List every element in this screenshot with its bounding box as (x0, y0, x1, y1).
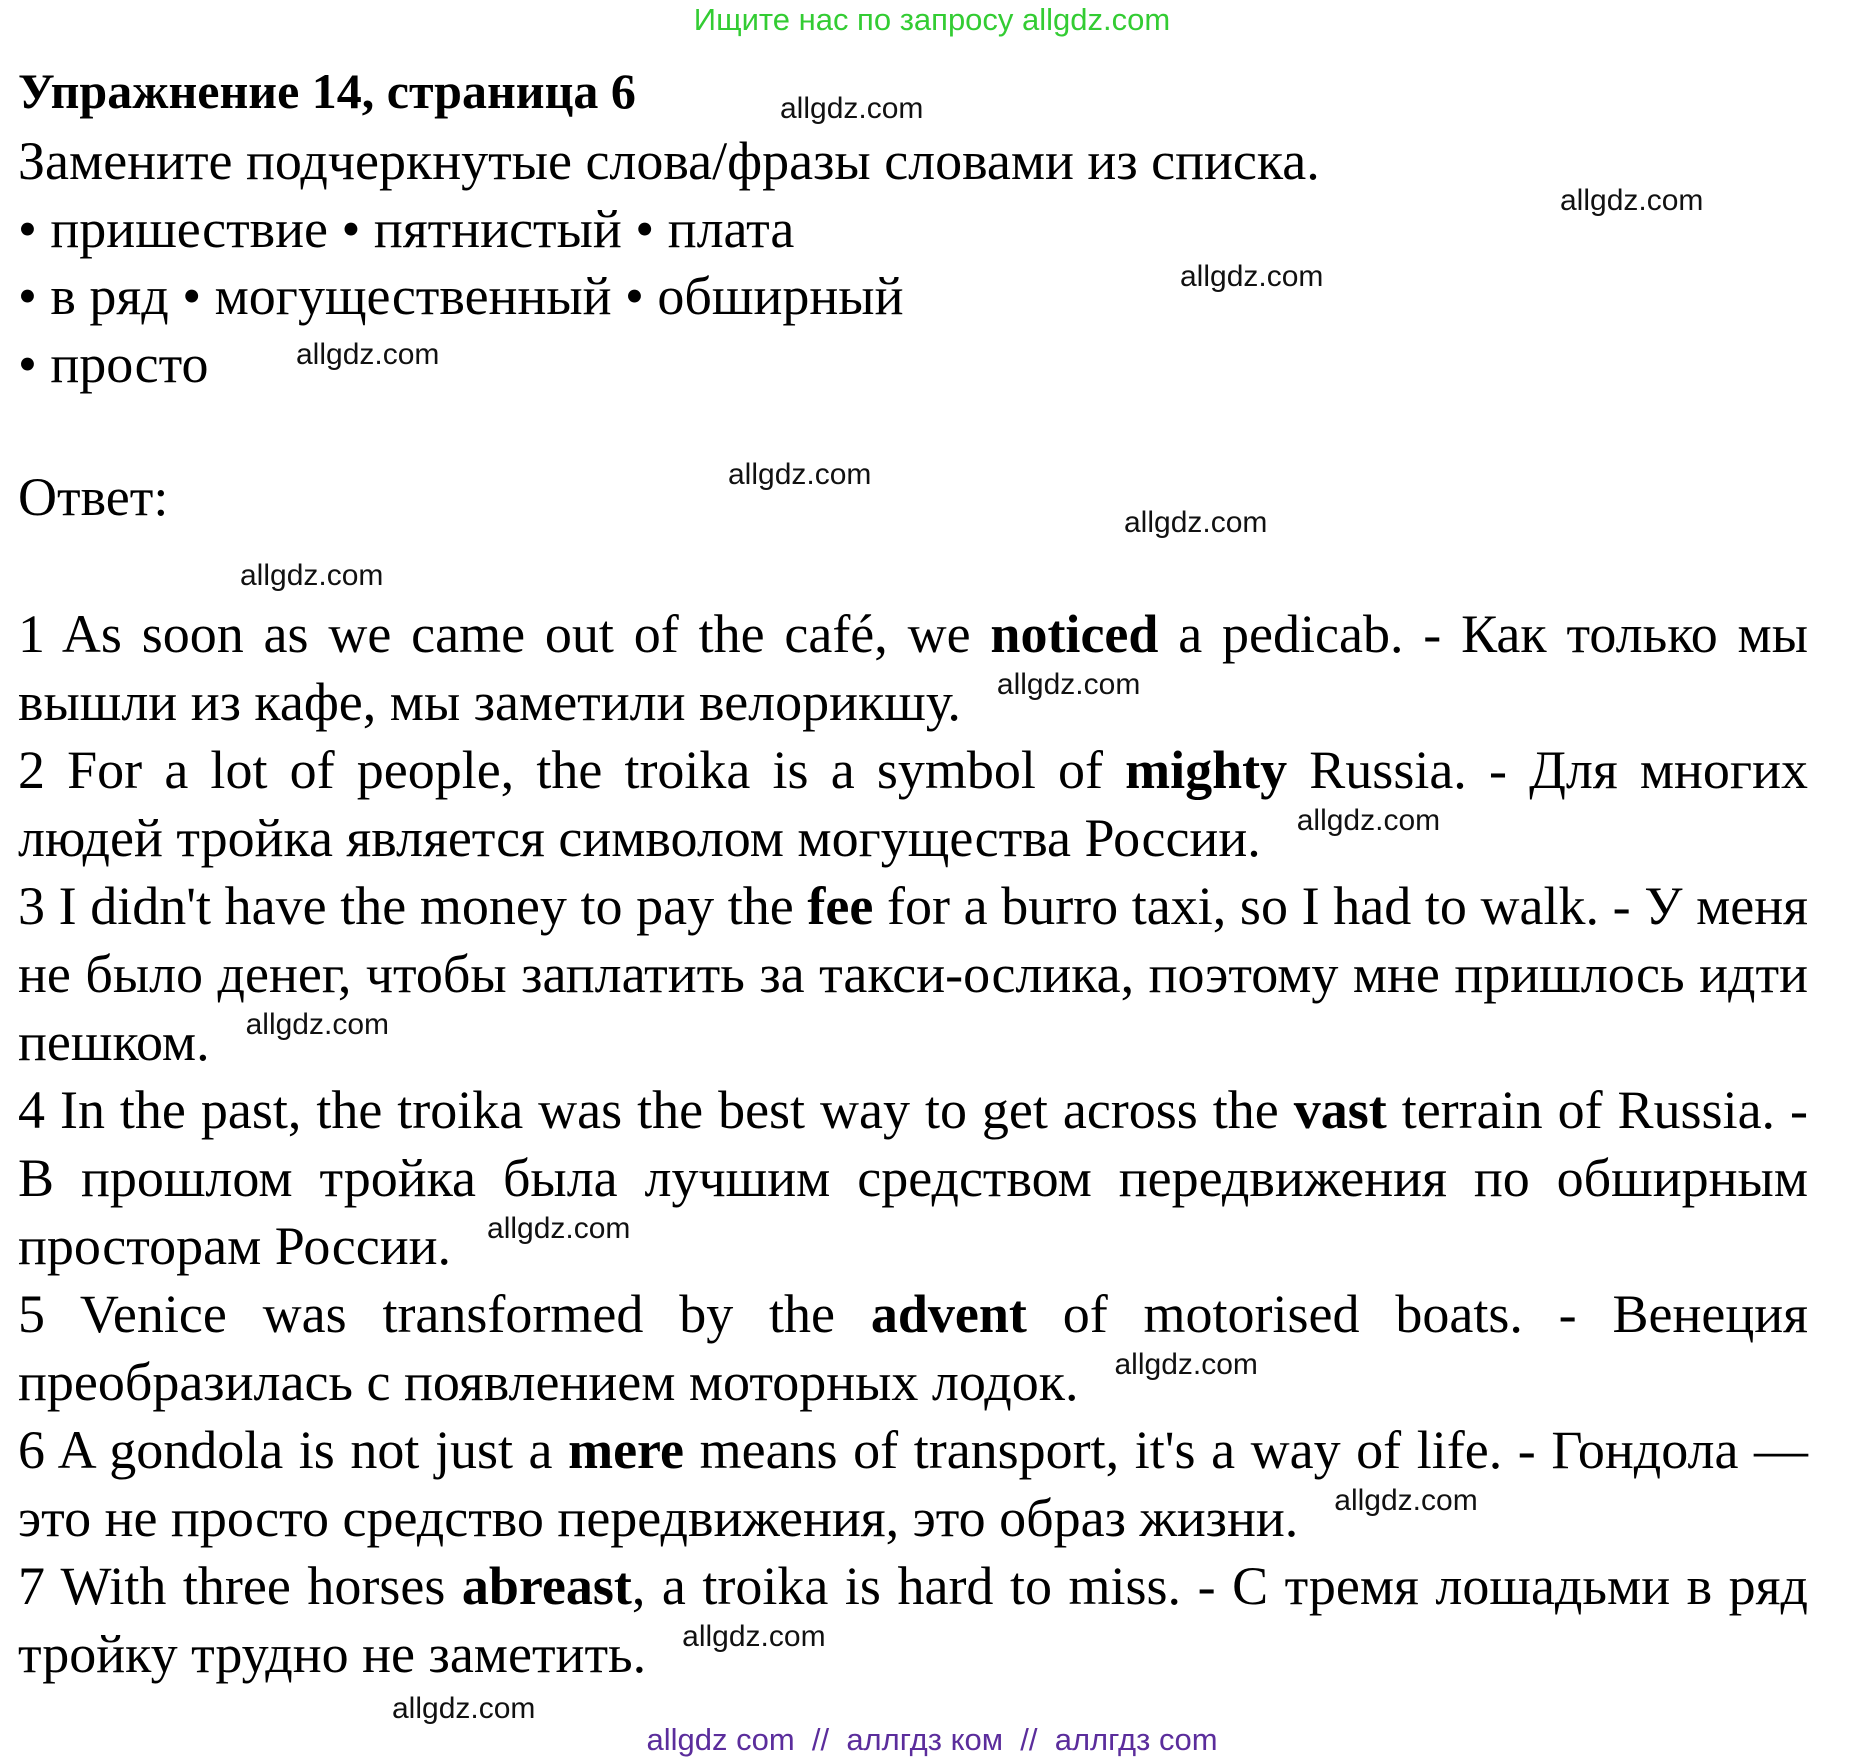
watermark: allgdz.com (296, 338, 440, 371)
page-title: Упражнение 14, страница 6 (18, 63, 636, 119)
answer-keyword: noticed (990, 604, 1159, 664)
answer-item: 5 Venice was transformed by the advent of motorised boats. - Венеция преобразилась с появлением моторных лодок. allgdz.com (18, 1284, 1808, 1412)
instruction: Замените подчеркнутые слова/фразы словами из списка. (18, 131, 1320, 191)
watermark: allgdz.com (1560, 184, 1704, 217)
watermark: allgdz.com (996, 668, 1141, 701)
watermark: allgdz.com (780, 92, 924, 125)
answer-item: 4 In the past, the troika was the best way to get across the vast terrain of Russia. - В прошлом тройка была лучшим средством передвижения по обширным просторам России. allgdz.com (18, 1080, 1808, 1276)
watermark: allgdz.com (245, 1008, 389, 1041)
answer-keyword: mere (568, 1420, 685, 1480)
watermark: allgdz.com (240, 559, 384, 592)
answer-item: 7 With three horses abreast, a troika is hard to miss. - С тремя лошадьми в ряд тройку трудно не заметить. allgdz.com (18, 1556, 1808, 1684)
answer-item: 1 As soon as we came out of the café, we noticed a pedicab. - Как только мы вышли из кафе, мы заметили велорикшу. allgdz.com (18, 604, 1809, 732)
watermark: allgdz.com (682, 1620, 826, 1653)
watermark: allgdz.com (1124, 506, 1268, 539)
answer-item: 3 I didn't have the money to pay the fee for a burro taxi, so I had to walk. - У меня не было денег, чтобы заплатить за такси-ослика, поэтому мне пришлось идти пешком. allgdz.com (18, 876, 1808, 1072)
word-list-line-3: • просто (18, 334, 209, 394)
answer-item: 2 For a lot of people, the troika is a symbol of mighty Russia. - Для многих людей тройка является символом могущества России. allgdz.com (18, 740, 1808, 868)
answers-list (18, 600, 1808, 1688)
watermark: allgdz.com (728, 458, 872, 491)
word-list-line-1: • пришествие • пятнистый • плата (18, 199, 795, 259)
search-banner: Ищите нас по запросу allgdz.com (693, 2, 1171, 37)
word-list-line-2: • в ряд • могущественный • обширный (18, 266, 904, 326)
answer-keyword: abreast (461, 1556, 632, 1616)
watermark: allgdz.com (487, 1212, 631, 1245)
watermark: allgdz.com (1334, 1484, 1478, 1517)
watermark: allgdz.com (1180, 260, 1324, 293)
footer-banner: allgdz com // аллгдз ком // аллгдз com (646, 1722, 1218, 1757)
answer-keyword: vast (1293, 1080, 1387, 1140)
watermark: allgdz.com (392, 1692, 536, 1725)
watermark: allgdz.com (1114, 1348, 1258, 1381)
answer-keyword: mighty (1125, 740, 1288, 800)
answer-item: 6 A gondola is not just a mere means of transport, it's a way of life. - Гондола — это не просто средство передвижения, это образ жизни. allgdz.com (18, 1420, 1808, 1548)
answer-keyword: advent (870, 1284, 1027, 1344)
answer-keyword: fee (807, 876, 874, 936)
watermark: allgdz.com (1296, 804, 1441, 837)
answer-label: Ответ: (18, 467, 169, 527)
